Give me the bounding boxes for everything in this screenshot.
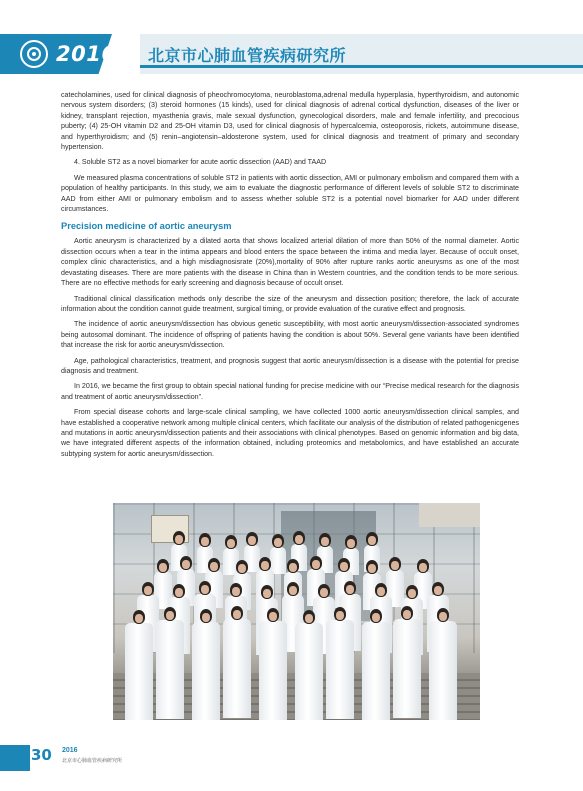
photo-person (125, 610, 153, 720)
page-number: 30 (31, 746, 52, 764)
footer-accent-block (0, 745, 30, 771)
header-institute-title: 北京市心肺血管疾病研究所 (148, 46, 347, 65)
list-item-4: 4. Soluble ST2 as a novel biomarker for acute aortic dissection (AAD) and TAAD (74, 158, 327, 167)
paragraph-6: From special disease cohorts and large-scale clinical sampling, we have collected 1000 aortic aneurysm/dissection clinical samples, and have established a cooperative network among multiple clinical centers, which facilitate our analysis of the distribution of related pathogenicgenes and mutations in aortic aneurysm/dissection patients and their associations with clinical phenotypes. Based on genomic information and big data, we have integrated different aspects of the information obtained, including proteomics and metabolomics, and have established an accurate subtyping system for aortic aneurysm/dissection. (61, 408, 519, 458)
photo-person (326, 607, 354, 719)
section-heading: Precision medicine of aortic aneurysm (61, 221, 232, 232)
photo-person (223, 606, 251, 718)
paragraph-2: Traditional clinical classification methods only describe the size of the aneurysm and dissection position; therefore, the lack of accurate information about the condition cannot guide treatment, surgical timing, or provide evaluation of the curative effect and prognosis. (61, 294, 519, 313)
institute-logo-icon (20, 40, 48, 68)
photo-person (362, 609, 390, 720)
footer-institute: 北京市心肺血管疾病研究所 (62, 758, 123, 764)
photo-person (393, 606, 421, 718)
photo-person (429, 608, 457, 720)
photo-person (192, 609, 220, 720)
photo-person (295, 610, 323, 720)
footer-year: 2016 (62, 747, 78, 754)
photo-building-sign (419, 503, 480, 527)
header-year: 2016 (56, 42, 117, 66)
article-body (61, 90, 519, 464)
paragraph-3: The incidence of aortic aneurysm/dissection has obvious genetic susceptibility, with most aortic aneurysm/dissection-associated syndromes being autosomal dominant. The incidence of offspring of patients having the condition is about 50%. Several gene variants have been identified that increase the risk for aortic aneurysm/dissection. (61, 320, 519, 350)
photo-person (259, 608, 287, 720)
paragraph-4: Age, pathological characteristics, treatment, and prognosis suggest that aortic aneurysm/dissection is a disease with the potential for precise diagnosis and treatment. (61, 356, 519, 375)
group-photo (113, 503, 480, 720)
photo-person (156, 607, 184, 719)
paragraph-5: In 2016, we became the first group to obtain special national funding for precise medicine with our “Precise medical research for the diagnosis and treatment of aortic aneurysm/dissection”. (61, 382, 519, 401)
paragraph-1: Aortic aneurysm is characterized by a dilated aorta that shows localized arterial dilation of more than 50% of the normal diameter. Aortic dissection occurs when a tear in the intima appears and blood enters the space between the intima and media layer. Because of occult onset, complex clinic characteristics, and a high misdiagnosisrate (20%),mortality of 90% after rupture ranks aortic aneurysms as one of the most devastating diseases. There are more patients with the disease in China than in Western countries, and the condition tends to be more serious. There are no effective methods for early screening and diagnosis because of occult onset. (61, 237, 519, 288)
paragraph-intro: catecholamines, used for clinical diagnosis of pheochromocytoma, neuroblastoma,adrenal medulla hyperplasia, hyperthyroidism, and autonomic nervous system disorders; (3) steroid hormones (15 kinds), used for clinical diagnosis of adrenal cortical dysfunction, diseases of the liver or kidney, transplant rejection, myasthenia gravis, male sexual dysfunction, gynecological disorders, male and female infertility, and precocious puberty; (4) 25-OH vitamin D2 and 25-OH vitamin D3, used for clinical diagnosis of hypercalcemia, osteoporosis, rickets, autoimmune disease, and hyperthyroidism; and (5) renin–angiotensin–aldosterone system, used for clinical diagnosis and treatment of primary and secondary hypertension. (61, 91, 519, 152)
page-header (0, 34, 583, 74)
paragraph-st2: We measured plasma concentrations of soluble ST2 in patients with aortic dissection, AMI or pulmonary embolism and compared them with a population of healthy participants. In this study, we aim to evaluate the diagnostic performance of different levels of soluble ST2 to discriminate AAD from either AMI or pulmonary embolism and to assess whether soluble ST2 is a potential novel biomarker for AAD under different circumstances. (61, 173, 519, 214)
